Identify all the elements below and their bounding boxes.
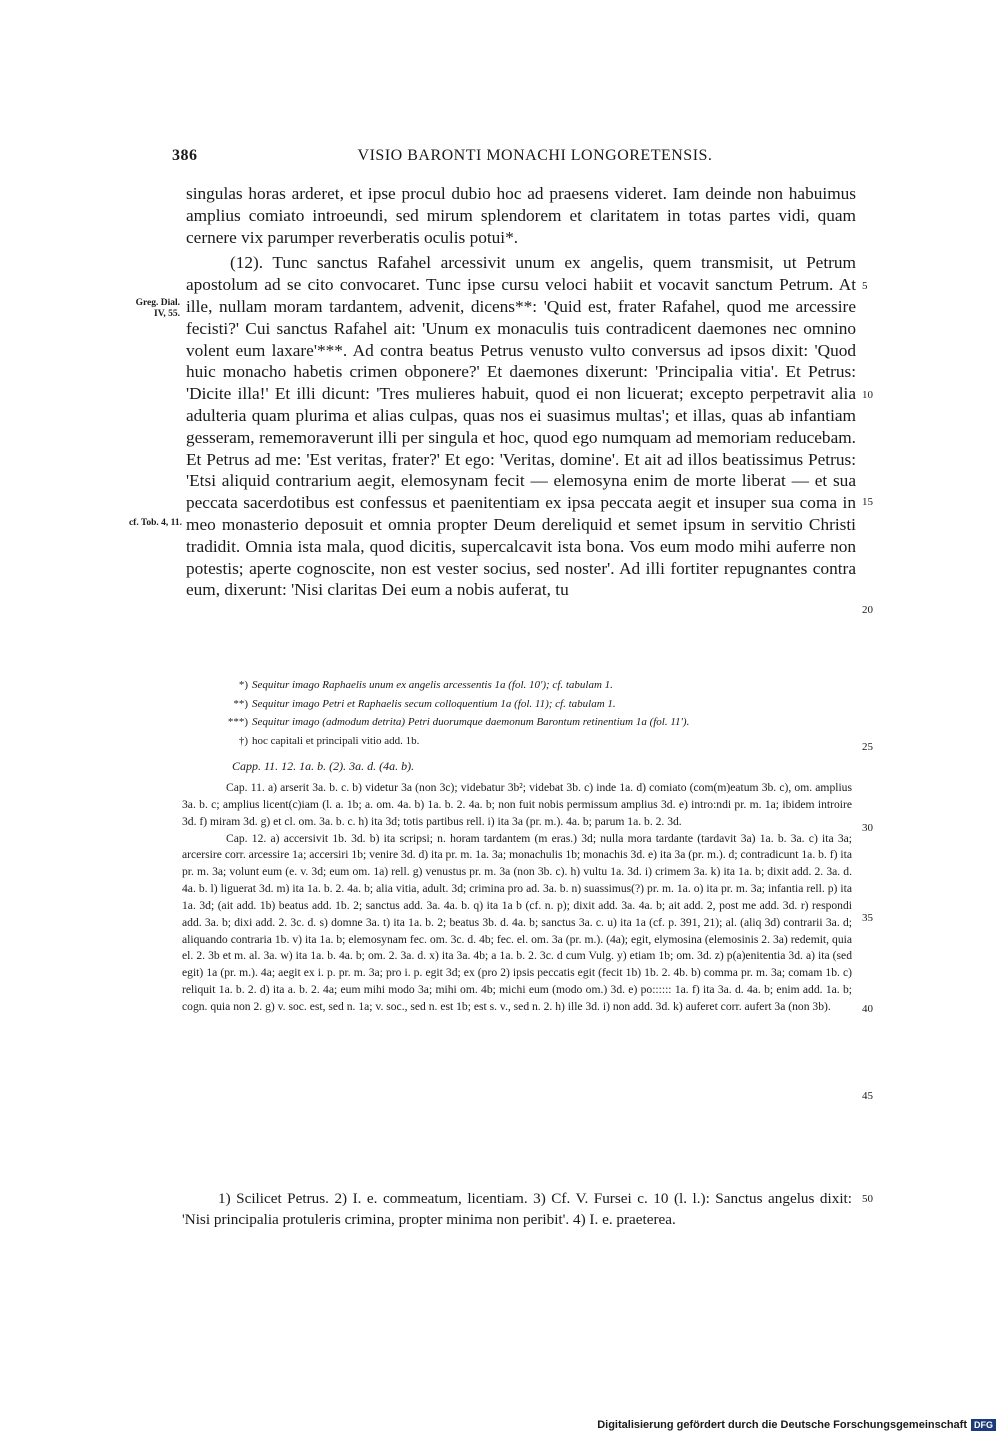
- line-number: 40: [862, 1003, 873, 1015]
- margin-ref-greg-line1: Greg. Dial.: [135, 298, 180, 308]
- footer-text: Digitalisierung gefördert durch die Deutsche Forschungsgemeinschaft: [597, 1419, 967, 1431]
- running-head: [172, 147, 858, 169]
- digitization-footer: [597, 1419, 996, 1431]
- margin-ref-greg-line2: IV, 55.: [154, 309, 180, 319]
- page-number: 386: [172, 147, 198, 164]
- image-footnotes: [218, 676, 858, 750]
- line-number: 20: [862, 604, 873, 616]
- margin-ref-tob: cf. Tob. 4, 11.: [128, 518, 182, 528]
- line-number: 30: [862, 822, 873, 834]
- line-number: 10: [862, 389, 873, 401]
- margin-ref-greg: [112, 298, 180, 320]
- footnote: *) Sequitur imago Raphaelis unum ex angelis arcessentis 1a (fol. 10'); cf. tabulam 1.: [238, 679, 613, 691]
- line-number: 15: [862, 496, 873, 508]
- explanatory-notes: [182, 1188, 852, 1230]
- main-text: [186, 183, 856, 601]
- capp-line: Capp. 11. 12. 1a. b. (2). 3a. d. (4a. b).: [232, 759, 415, 773]
- paragraph-1: singulas horas arderet, et ipse procul dubio hoc ad praesens videret. Iam deinde non habuimus amplius comiato introeundi, sed mirum splendorem et claritatem in totas partes vidi, quam cernere vix parumper reverberatis oculis potui*.: [186, 184, 856, 247]
- running-title: VISIO BARONTI MONACHI LONGORETENSIS.: [357, 147, 713, 164]
- line-number: 5: [862, 280, 868, 292]
- line-number: 50: [862, 1193, 873, 1205]
- line-number: 35: [862, 912, 873, 924]
- dfg-logo-icon: DFG: [971, 1419, 996, 1431]
- line-number: 45: [862, 1090, 873, 1102]
- apparatus-cap-11: Cap. 11. a) arserit 3a. b. c. b) videtur 3a (non 3c); videbatur 3b²; videbat 3b. c) inde 1a. d) comiato (com(m)eatum 3b. c), om. amplius 3a. b. c; amplius licent(c)iam (l. a. 1b; a. om. 4a. b) 1a. b. 2. 4a. b; non fuit nobis permissum amplius 3d. e) intro:ndi pr. m. 1a; ibidem introire 3d. f) miram 3d. g) et cl. om. 3a. b. c. h) ita 3d; totis partibus rell. i) ita 3a (pr. m.). 4a. b; parum 1a. b. 2. 3d.: [182, 781, 852, 828]
- notes-text: 1) Scilicet Petrus. 2) I. e. commeatum, licentiam. 3) Cf. V. Fursei c. 10 (l. l.): Sanctus angelus dixit: 'Nisi principalia protuleris crimina, propter minima non peribit'. 4) I. e. praeterea.: [182, 1190, 852, 1228]
- apparatus-cap-12: Cap. 12. a) accersivit 1b. 3d. b) ita scripsi; n. horam tardantem (m eras.) 3d; nulla mora tardante (tardavit 3a) 1a. b. 3a. c) ita 3a; arcersire corr. arcessire 1a; accersiri 1b; venire 3d. d) ita pr. m. 1a. 3a; monachulis 1b; monachis 3d. e) ita 3a (pr. m.). d; contradicunt 1a. b. f) ita pr. m. 3a; volunt eum (e. v. 3d; eum om. 1a) rell. g) venustus pr. m. 3a (non 3b. c). h) vultu 1a. 3d. i) crimem 3a. k) ita 1a. b; dixit add. 2. 3a. d. 4a. b. l) liguerat 3d. m) ita 1a. b. 2. 4a. b; alia vitia, adult. 3d; crimina pro ad. 3a. b. n) suassimus(?) pr. m. 1a. o) ita pr. m. 3a; infantia rell. p) ita 1a. 3d; (ait add. 1b) beatus add. 1b. 2; sanctus add. 3a. 4a. b. q) ita 1a b (cf. n. p); dixit add. 3a. 4a. b; ait add. 2, post me add. 3d. r) respondi add. 3a. b; dixi add. 2. 3c. d. s) domne 3a. t) ita 1a. b. 2; beatus 3b. d. 4a. b; sanctus 3a. c. u) ita 1a (cf. p. 391, 21); al. (aliq 3d) contrarii 3a. d; aliquando contraria 1b. v) ita 1a. b; elemosynam fec. om. 3c. d. 4b; fec. el. om. 3a (pr. m.). (4a); egit, elymosina (elemosinis 2. 3a) redemit, quia el. 2. 3b et m. al. 3a. w) ita 1a. b. 4a. b; om. 2. 3a. d. x) ita 3a. 4b; a 1a. b. 2. 3c. d cum Vulg. y) etiam 1b; om. 3d. z) p(a)enitentia 3d. a) ita (sed egit) 1a (pr. m.). 4a; aegit ex i. p. pr. m. 3a; pro i. p. egit 3d; ex (pro 2) ipsis peccatis egit (fecit 1b) 1b. 2. 4b. b) comma pr. m. 3a; comam 1b. c) reliquit 1a. b. 2. d) ita a. b. 2. 4a; eum mihi modo 3a; mihi om. 4b; michi eum (modo om.) 3d. e) po:::::: 1a. f) ita 3a. d. 4a. b; enim add. 1a. b; cogn. quia non 2. g) v. soc. est, sed n. 1a; v. soc., sed n. est 1b; est s. v., sed n. 2. h) ille 3d. i) non add. 3d. k) auferet corr. aufert 3a (non 3b).: [182, 831, 852, 1013]
- footnote: †) hoc capitali et principali vitio add. 1b.: [238, 734, 420, 747]
- paragraph-2: (12). Tunc sanctus Rafahel arcessivit unum ex angelis, quem transmisit, ut Petrum apostolum ad se cito convocaret. Tunc ipse cursu veloci habiit et vocavit sanctum Petrum. At ille, nullam moram tardantem, advenit, dicens**: 'Quid est, frater Rafahel, quod me arcessire fecisti?' Cui sanctus Rafahel ait: 'Unum ex monaculis tuis contradicent daemones nec omnino volent eum laxare'***. Ad contra beatus Petrus venusto vulto conversus ad ipsos dixit: 'Quod huic monacho habetis crimen obponere?' Et daemones dixerunt: 'Principalia vitia'. Et Petrus: 'Dicite illa!' Et illi dicunt: 'Tres mulieres habuit, quod ei non licuerat; excepto perpetravit alia adulteria quam plurima et alias culpas, quas nos ei suasimus multas'; et illas, quas ab infantiam gesseram, rememoraverunt illi per singula et hoc, quod ego numquam ad memoriam reducebam. Et Petrus ad me: 'Est veritas, frater?' Et ego: 'Veritas, domine'. Et ait ad illos beatissimus Petrus: 'Etsi aliquid contrarium aegit, elemosynam fecit — elemosyna enim de morte liberat — et sua peccata sacerdotibus est confessus et paenitentiam ex ipsa peccata aegit et insuper sua coma in meo monasterio deposuit et omnia propter Deum dereliquid et semet ipsum in servitio Christi tradidit. Omnia ista mala, quod dicitis, supercalcavit ista bona. Vos eum modo mihi auferre non potestis; aperte cognoscite, non est vester socius, sed noster'. Ad illi fortiter repugnantes contra eum, dixerunt: 'Nisi claritas Dei eum a nobis auferat, tu: [186, 253, 856, 600]
- footnote: **) Sequitur imago Petri et Raphaelis secum colloquentium 1a (fol. 11); cf. tabulam 1.: [233, 697, 616, 710]
- critical-apparatus: [182, 780, 852, 1016]
- footnote: ***) Sequitur imago (admodum detrita) Petri duorumque daemonum Barontum retinentium 1a (fol. 11').: [227, 716, 690, 728]
- line-number: 25: [862, 741, 873, 753]
